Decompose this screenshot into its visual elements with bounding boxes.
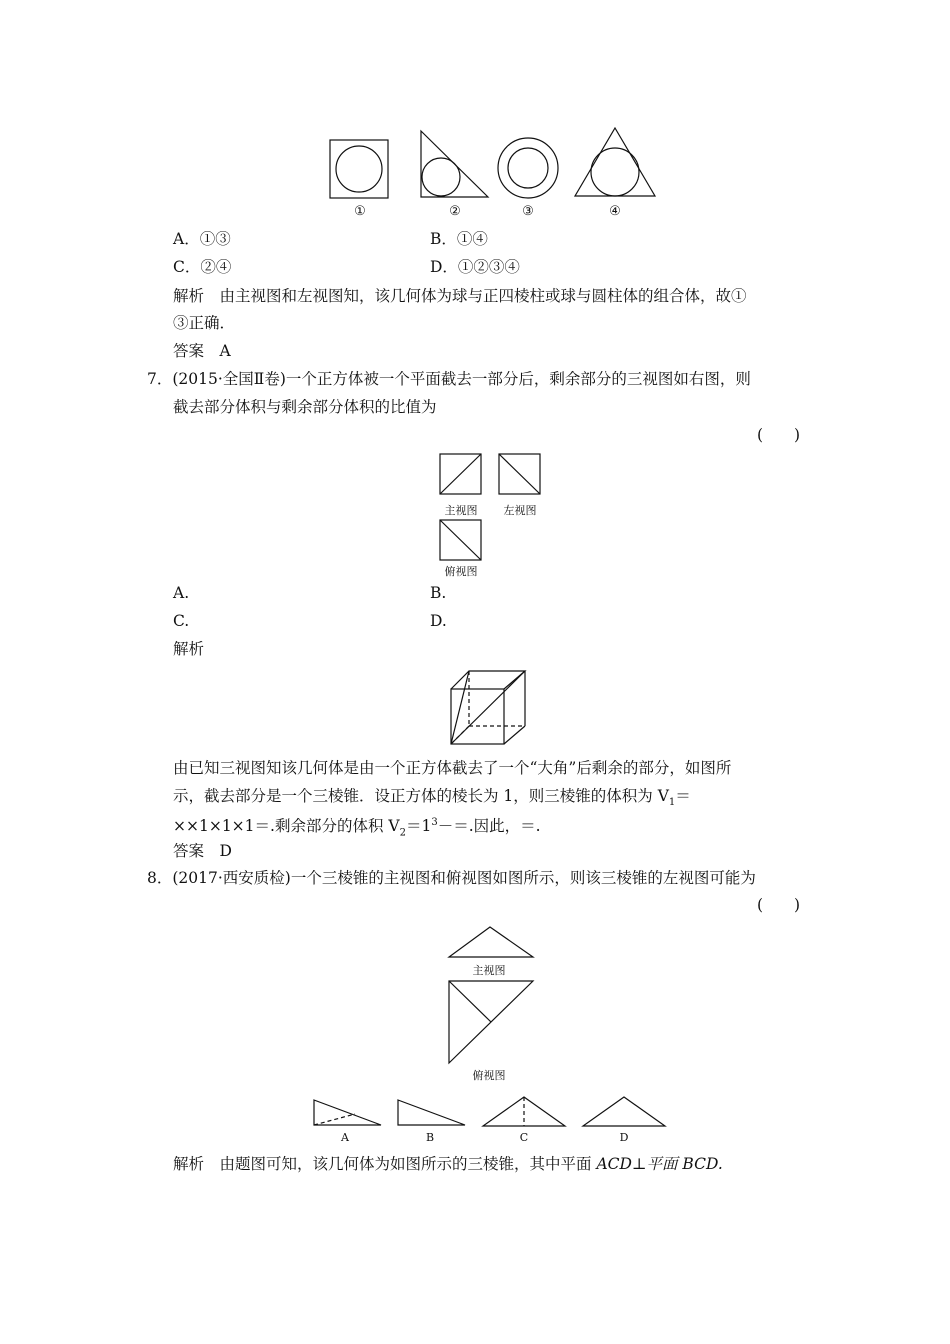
q8-choice-b-figure: [395, 1097, 469, 1129]
q7-explain-line3-c: －＝.因此，＝.: [437, 817, 541, 836]
q7-front-view-label: 主视图: [444, 504, 478, 517]
q8-front-view: [446, 924, 536, 960]
q8-bracket: ( ): [757, 896, 801, 914]
q6-analysis-line1: 解析 由主视图和左视图知，该几何体为球与正四棱柱或球与圆柱体的组合体，故①: [173, 287, 747, 305]
q7-explain-line3-b: ＝1: [405, 817, 432, 836]
q7-explain-line2-end: ＝: [675, 787, 691, 805]
q6-figure-1: [328, 138, 392, 200]
q7-explain-line1: 由已知三视图知该几何体是由一个正方体截去了一个“大角”后剩余的部分，如图所: [173, 759, 732, 777]
q7-explain-line3-sup: 3: [431, 817, 438, 828]
q8-choice-d-label: D: [619, 1131, 629, 1144]
q7-explain-line3: [173, 813, 541, 843]
q8-stem: 8．(2017·西安质检)一个三棱锥的主视图和俯视图如图所示，则该三棱锥的左视图可能为: [147, 869, 756, 887]
q8-choice-b-label: B: [425, 1131, 435, 1144]
q6-option-c: C．②④: [173, 258, 232, 276]
q6-figure-label-4: ④: [609, 204, 621, 219]
q7-solution-cube: [447, 668, 529, 748]
q7-top-view-label: 俯视图: [444, 565, 478, 578]
q7-analysis-label: 解析: [173, 640, 205, 658]
q6-figure-label-3: ③: [522, 204, 534, 219]
q7-left-view: [497, 452, 543, 496]
q6-figure-2: [418, 128, 492, 200]
q8-analysis-math: ACD⊥平面 BCD.: [596, 1155, 723, 1173]
q6-analysis-line2: ③正确．: [173, 314, 236, 332]
q6-answer: 答案 A: [173, 342, 231, 360]
q8-top-view-label: 俯视图: [472, 1069, 506, 1082]
q7-stem-line2: 截去部分体积与剩余部分体积的比值为: [173, 398, 437, 416]
q7-option-a: A.: [173, 584, 190, 602]
q8-top-view: [446, 978, 536, 1066]
q6-option-b: B．①④: [430, 230, 488, 248]
q7-stem-line1: 7．(2015·全国Ⅱ卷)一个正方体被一个平面截去一部分后，剩余部分的三视图如右图，则: [147, 370, 751, 388]
q6-option-a: A．①③: [173, 230, 231, 248]
q8-choice-c-label: C: [519, 1131, 529, 1144]
q6-figure-3: [496, 136, 560, 200]
q7-option-d: D.: [430, 612, 447, 630]
q7-option-b: B.: [430, 584, 447, 602]
q6-figure-label-2: ②: [449, 204, 461, 219]
q8-analysis: [173, 1154, 723, 1174]
q7-left-view-label: 左视图: [503, 504, 537, 517]
q8-front-view-label: 主视图: [472, 964, 506, 977]
q7-bracket: ( ): [757, 426, 801, 444]
q8-analysis-text: 解析 由题图可知，该几何体为如图所示的三棱锥，其中平面: [173, 1155, 592, 1173]
q8-choice-c-figure: [480, 1094, 568, 1129]
q7-explain-line2: [173, 786, 691, 813]
q6-figure-4: [573, 126, 657, 200]
q7-top-view: [438, 518, 484, 562]
q7-explain-line2-sub: 1: [668, 797, 676, 809]
q6-option-d: D．①②③④: [430, 258, 520, 276]
q7-answer: 答案 D: [173, 842, 232, 860]
q7-explain-line3-sub: 2: [399, 827, 406, 839]
q7-explain-line3-a: ××1×1×1＝.剩余部分的体积 V: [173, 817, 400, 836]
q7-front-view: [438, 452, 484, 496]
q8-choice-a-figure: [311, 1097, 385, 1129]
q7-option-c: C.: [173, 612, 190, 630]
q8-choice-d-figure: [580, 1094, 668, 1129]
q6-figure-label-1: ①: [354, 204, 366, 219]
q8-choice-a-label: A: [341, 1131, 349, 1144]
q7-explain-line2-text: 示，截去部分是一个三棱锥．设正方体的棱长为 1，则三棱锥的体积为 V: [173, 787, 669, 805]
